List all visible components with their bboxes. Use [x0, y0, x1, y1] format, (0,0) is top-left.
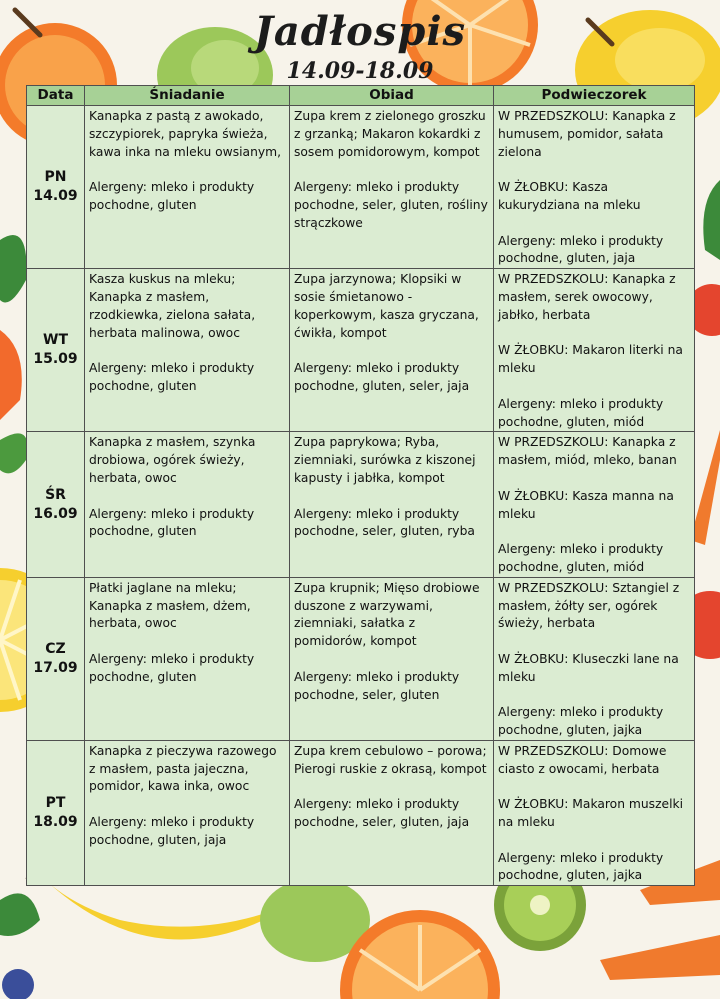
lunch-menu: Zupa paprykowa; Ryba, ziemniaki, surówka z kiszonej kapusty i jabłka, kompot	[294, 435, 476, 485]
snack-allergens: Alergeny: mleko i produkty pochodne, gluten, miód	[498, 542, 664, 574]
table-row	[27, 269, 695, 432]
snack-preschool: W PRZEDSZKOLU: Domowe ciasto z owocami, herbata	[498, 743, 667, 776]
table-row	[27, 740, 695, 885]
day-date: 17.09	[33, 659, 78, 676]
breakfast-menu: Kanapka z pastą z awokado, szczypiorek, papryka świeża, kawa inka na mleku owsianym,	[89, 109, 282, 159]
day-cell	[27, 740, 85, 885]
snack-preschool: W PRZEDSZKOLU: Kanapka z masłem, miód, mleko, banan	[498, 435, 677, 468]
leaf-bottom-left-icon	[0, 893, 40, 936]
day-date: 18.09	[33, 814, 78, 831]
lunch-allergens: Alergeny: mleko i produkty pochodne, gluten, seler, jaja	[294, 361, 470, 393]
snack-allergens: Alergeny: mleko i produkty pochodne, gluten, jajka	[498, 850, 664, 883]
day-date: 15.09	[33, 351, 78, 368]
breakfast-cell	[85, 269, 290, 432]
column-header-snack: Podwieczorek	[494, 86, 695, 106]
leaf-left-icon	[0, 235, 26, 303]
snack-cell	[494, 577, 695, 740]
day-cell	[27, 269, 85, 432]
breakfast-allergens: Alergeny: mleko i produkty pochodne, gluten	[89, 180, 255, 212]
lunch-cell	[290, 269, 494, 432]
table-row	[27, 577, 695, 740]
snack-allergens: Alergeny: mleko i produkty pochodne, gluten, miód	[498, 396, 664, 429]
column-header-lunch: Obiad	[290, 86, 494, 106]
snack-preschool: W PRZEDSZKOLU: Sztangiel z masłem, żółty ser, ogórek świeży, herbata	[498, 580, 680, 631]
lunch-allergens: Alergeny: mleko i produkty pochodne, seler, gluten, ryba	[294, 506, 475, 539]
lunch-menu: Zupa jarzynowa; Klopsiki w sosie śmietanowo - koperkowym, kasza gryczana, ćwikła, kompot	[294, 272, 479, 340]
table-row	[27, 432, 695, 577]
day-date: 14.09	[33, 188, 78, 205]
breakfast-cell	[85, 577, 290, 740]
day-name: CZ	[45, 640, 66, 657]
column-header-breakfast: Śniadanie	[85, 86, 290, 106]
snack-nursery: W ŻŁOBKU: Kasza manna na mleku	[498, 488, 674, 521]
day-cell	[27, 106, 85, 269]
day-name: WT	[43, 332, 68, 349]
snack-nursery: W ŻŁOBKU: Makaron literki na mleku	[498, 343, 683, 376]
leaf-right-icon	[703, 180, 720, 260]
page-title: Jadłospis	[253, 8, 467, 55]
breakfast-cell	[85, 432, 290, 577]
breakfast-allergens: Alergeny: mleko i produkty pochodne, gluten	[89, 361, 255, 393]
snack-allergens: Alergeny: mleko i produkty pochodne, gluten, jajka	[498, 705, 664, 738]
snack-nursery: W ŻŁOBKU: Kluseczki lane na mleku	[498, 651, 679, 684]
snack-preschool: W PRZEDSZKOLU: Kanapka z masłem, serek owocowy, jabłko, herbata	[498, 272, 676, 322]
breakfast-allergens: Alergeny: mleko i produkty pochodne, gluten	[89, 506, 255, 539]
snack-cell	[494, 269, 695, 432]
menu-table	[26, 85, 695, 886]
lunch-allergens: Alergeny: mleko i produkty pochodne, seler, gluten, rośliny strączkowe	[294, 180, 488, 230]
day-date: 16.09	[33, 505, 78, 522]
breakfast-allergens: Alergeny: mleko i produkty pochodne, gluten, jaja	[89, 815, 255, 847]
breakfast-cell	[85, 106, 290, 269]
day-cell	[27, 577, 85, 740]
breakfast-menu: Kanapka z masłem, szynka drobiowa, ogórek świeży, herbata, owoc	[89, 435, 256, 485]
lunch-cell	[290, 106, 494, 269]
snack-nursery: W ŻŁOBKU: Kasza kukurydziana na mleku	[498, 180, 641, 212]
day-name: PT	[45, 795, 66, 812]
lunch-allergens: Alergeny: mleko i produkty pochodne, seler, gluten, jaja	[294, 797, 470, 830]
blueberry-icon	[2, 969, 34, 999]
leaf-left-icon	[0, 433, 28, 473]
red-fruit-icon	[0, 330, 22, 420]
snack-nursery: W ŻŁOBKU: Makaron muszelki na mleku	[498, 797, 684, 830]
date-range: 14.09-18.09	[286, 58, 434, 84]
snack-cell	[494, 432, 695, 577]
day-name: ŚR	[45, 486, 66, 503]
day-name: PN	[44, 169, 67, 186]
carrot-bottom-icon	[600, 935, 720, 980]
lunch-menu: Zupa krupnik; Mięso drobiowe duszone z warzywami, ziemniaki, sałatka z pomidorów, kompot	[294, 580, 480, 649]
breakfast-cell	[85, 740, 290, 885]
column-header-date: Data	[27, 86, 85, 106]
breakfast-menu: Płatki jaglane na mleku; Kanapka z masłem, dżem, herbata, owoc	[89, 580, 251, 631]
snack-allergens: Alergeny: mleko i produkty pochodne, gluten, jaja	[498, 233, 664, 266]
table-row	[27, 106, 695, 269]
snack-cell	[494, 106, 695, 269]
day-cell	[27, 432, 85, 577]
table-header-row	[27, 86, 695, 106]
lunch-menu: Zupa krem cebulowo – porowa; Pierogi ruskie z okrasą, kompot	[294, 743, 487, 776]
breakfast-menu: Kanapka z pieczywa razowego z masłem, pasta jajeczna, pomidor, kawa inka, owoc	[89, 743, 277, 794]
breakfast-menu: Kasza kuskus na mleku; Kanapka z masłem, rzodkiewka, zielona sałata, herbata malinowa, owoc	[89, 272, 256, 340]
snack-cell	[494, 740, 695, 885]
lunch-allergens: Alergeny: mleko i produkty pochodne, seler, gluten	[294, 669, 460, 702]
lunch-cell	[290, 740, 494, 885]
snack-preschool: W PRZEDSZKOLU: Kanapka z humusem, pomidor, sałata zielona	[498, 109, 676, 159]
breakfast-allergens: Alergeny: mleko i produkty pochodne, gluten	[89, 651, 255, 684]
lunch-cell	[290, 577, 494, 740]
lunch-cell	[290, 432, 494, 577]
lunch-menu: Zupa krem z zielonego groszku z grzanką; Makaron kokardki z sosem pomidorowym, kompot	[294, 109, 486, 159]
